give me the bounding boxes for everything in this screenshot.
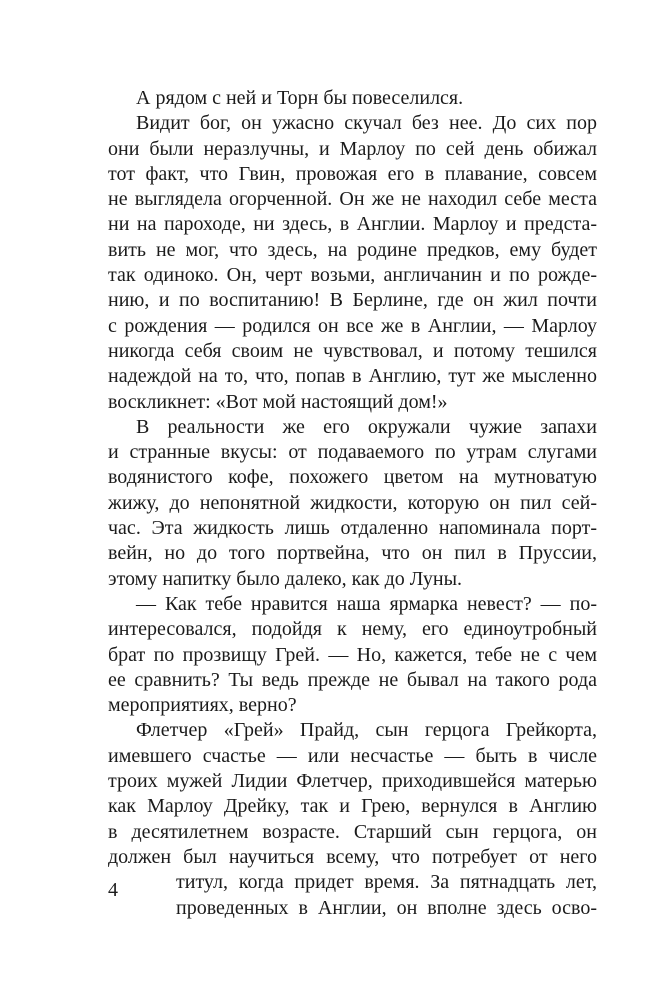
text-line: не выглядела огорченной. Он же не находил себе места xyxy=(108,188,597,211)
text-line: час. Эта жидкость лишь отдаленно напоминала порт- xyxy=(108,517,597,540)
text-line: Флетчер «Грей» Прайд, сын герцога Грейкорта, xyxy=(136,719,597,742)
text-line: нию, и по воспитанию! В Берлине, где он жил почти xyxy=(108,289,597,312)
text-line: интересовался, подойдя к нему, его единоутробный xyxy=(108,618,597,641)
text-line: вейн, но до того портвейна, что он пил в Пруссии, xyxy=(108,542,597,565)
text-line: ее сравнить? Ты ведь прежде не бывал на такого рода xyxy=(108,668,597,691)
text-line: В реальности же его окружали чужие запахи xyxy=(136,415,597,438)
text-line: как Марлоу Дрейку, так и Грею, вернулся в Англию xyxy=(108,795,597,818)
page-number: 4 xyxy=(108,879,118,901)
text-line: жижу, до непонятной жидкости, которую он пил сей- xyxy=(108,491,597,514)
text-line: брат по прозвищу Грей. — Но, кажется, тебе не с чем xyxy=(108,643,597,666)
text-line: никогда себя своим не чувствовал, и потому тешился xyxy=(108,339,597,362)
text-line: ни на пароходе, ни здесь, в Англии. Марлоу и предста- xyxy=(108,213,597,236)
text-line: имевшего счастье — или несчастье — быть в числе xyxy=(108,744,597,767)
text-line: водянистого кофе, похожего цветом на мутноватую xyxy=(108,466,597,489)
text-line: должен был научиться всему, что потребует от него xyxy=(108,845,597,868)
text-line: троих мужей Лидии Флетчер, приходившейся матерью xyxy=(108,770,597,793)
text-line: титул, когда придет время. За пятнадцать лет, xyxy=(176,871,597,894)
text-line: Видит бог, он ужасно скучал без нее. До сих пор xyxy=(136,112,597,135)
text-line: в десятилетнем возрасте. Старший сын герцога, он xyxy=(108,820,597,843)
text-line: А рядом с ней и Торн бы повеселился. xyxy=(136,87,464,109)
text-line: — Как тебе нравится наша ярмарка невест? — по- xyxy=(136,592,597,615)
text-line: надеждой на то, что, попав в Англию, тут же мысленно xyxy=(108,365,597,388)
text-line: с рождения — родился он все же в Англии, — Марлоу xyxy=(108,314,597,337)
text-line: так одиноко. Он, черт возьми, англичанин и по рожде- xyxy=(108,264,597,287)
text-line: проведенных в Англии, он вполне здесь осво- xyxy=(176,896,597,919)
text-line: воскликнет: «Вот мой настоящий дом!» xyxy=(108,390,448,413)
text-line: тот факт, что Гвин, провожая его в плавание, совсем xyxy=(108,162,597,185)
text-line: и странные вкусы: от подаваемого по утрам слугами xyxy=(108,441,597,464)
body-text xyxy=(108,86,597,921)
text-line: мероприятиях, верно? xyxy=(108,694,297,717)
text-line: этому напитку было далеко, как до Луны. xyxy=(108,567,463,590)
text-line: они были неразлучны, и Марлоу по сей день обижал xyxy=(108,137,597,160)
text-line: вить не мог, что здесь, на родине предков, ему будет xyxy=(108,238,597,261)
